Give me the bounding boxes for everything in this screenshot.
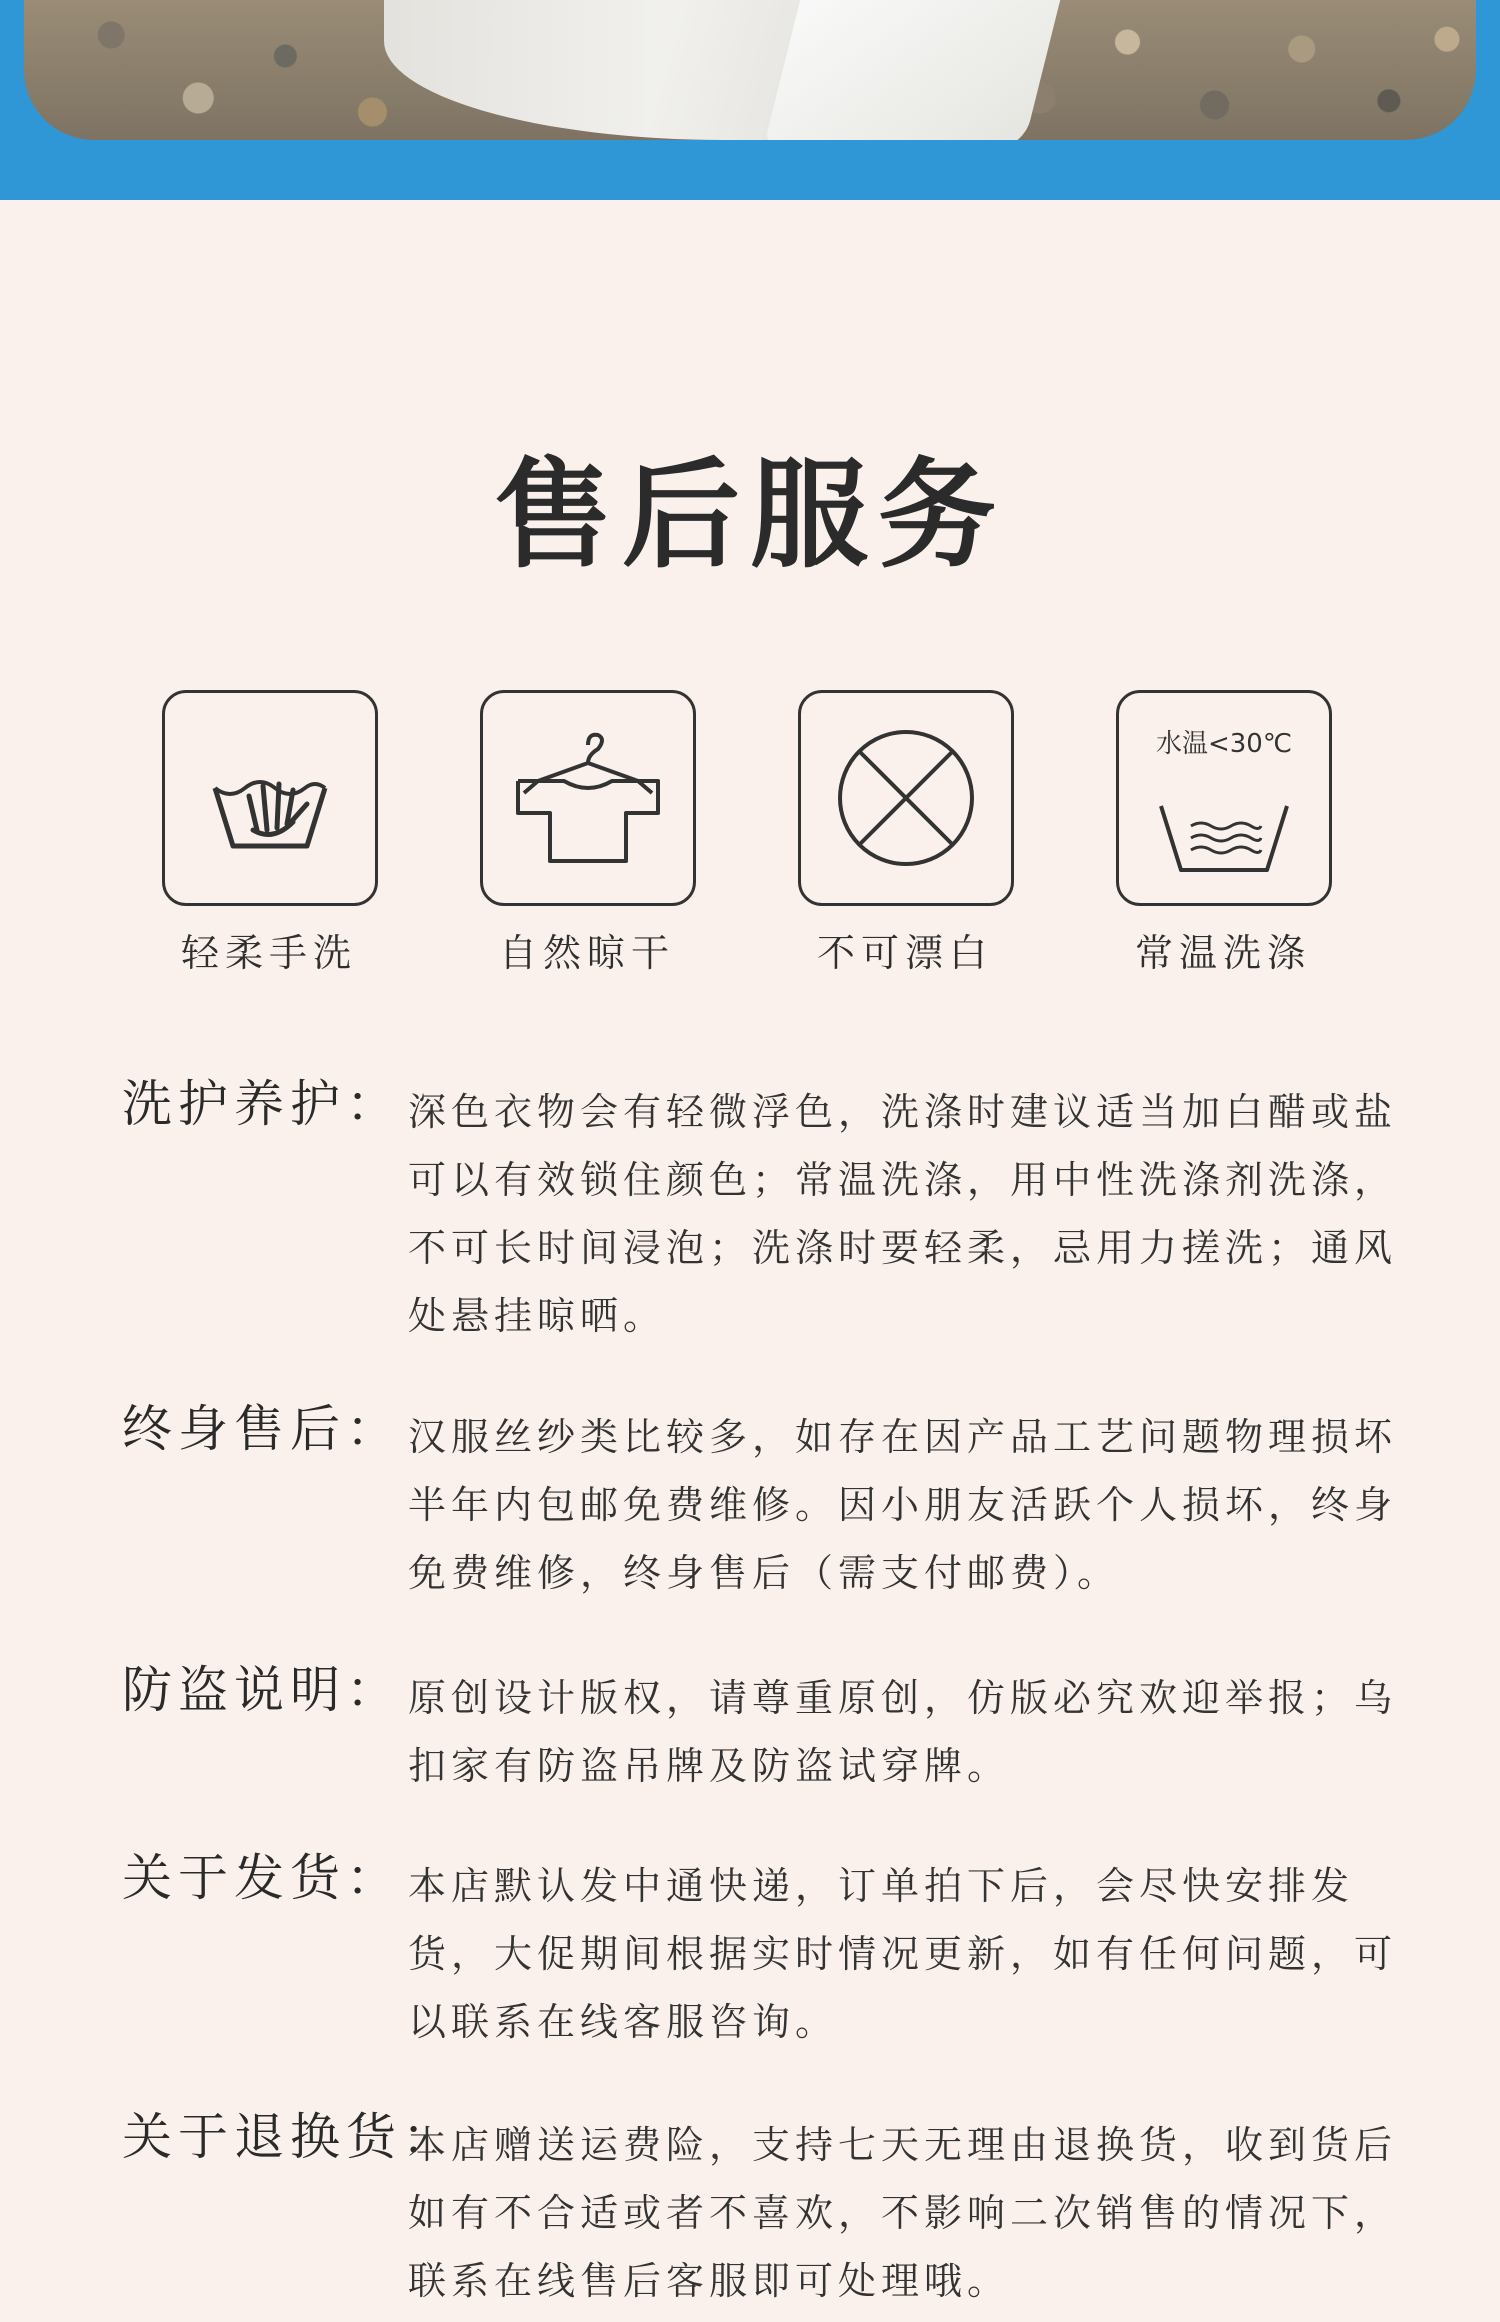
info-text-lifetime: 汉服丝纱类比较多，如存在因产品工艺问题物理损坏半年内包邮免费维修。因小朋友活跃个人损坏，终身免费维修，终身售后（需支付邮费）。	[408, 1415, 1398, 1595]
care-item-temperature-wash	[1116, 690, 1330, 977]
page-title: 售后服务	[493, 446, 1006, 584]
info-label-returns: 关于退换货：	[122, 2108, 458, 2166]
care-item-no-bleach	[798, 690, 1012, 977]
garment-sleeve-photo	[763, 0, 1065, 140]
pebble-photo	[24, 0, 1476, 140]
info-label-shipping: 关于发货：	[122, 1849, 402, 1907]
top-banner	[0, 0, 1500, 200]
care-label-hang-dry: 自然晾干	[498, 931, 675, 975]
care-label-no-bleach: 不可漂白	[816, 931, 993, 975]
care-label-hand-wash: 轻柔手洗	[180, 931, 357, 975]
care-icons-row	[0, 690, 1500, 990]
info-text-shipping: 本店默认发中通快递，订单拍下后，会尽快安排发货，大促期间根据实时情况更新，如有任何问题，可以联系在线客服咨询。	[408, 1864, 1398, 2044]
temperature-wash-icon	[1116, 690, 1332, 906]
no-bleach-icon	[798, 690, 1014, 906]
info-label-lifetime: 终身售后：	[122, 1400, 402, 1458]
temperature-label: 水温<30℃	[1155, 729, 1293, 759]
info-text-care: 深色衣物会有轻微浮色，洗涤时建议适当加白醋或盐可以有效锁住颜色；常温洗涤，用中性洗涤剂洗涤，不可长时间浸泡；洗涤时要轻柔，忌用力搓洗；通风处悬挂晾晒。	[408, 1090, 1398, 1338]
info-label-care: 洗护养护：	[122, 1075, 402, 1133]
hang-dry-icon	[480, 690, 696, 906]
hand-wash-icon	[162, 690, 378, 906]
info-text-returns: 本店赠送运费险，支持七天无理由退换货，收到货后如有不合适或者不喜欢，不影响二次销售的情况下，联系在线售后客服即可处理哦。	[408, 2123, 1398, 2303]
care-label-temperature-wash: 常温洗涤	[1134, 931, 1311, 975]
info-text-anti-theft: 原创设计版权，请尊重原创，仿版必究欢迎举报；乌扣家有防盗吊牌及防盗试穿牌。	[408, 1676, 1398, 1788]
info-label-anti-theft: 防盗说明：	[122, 1661, 402, 1719]
care-item-hand-wash	[162, 690, 376, 977]
care-item-hang-dry	[480, 690, 694, 977]
